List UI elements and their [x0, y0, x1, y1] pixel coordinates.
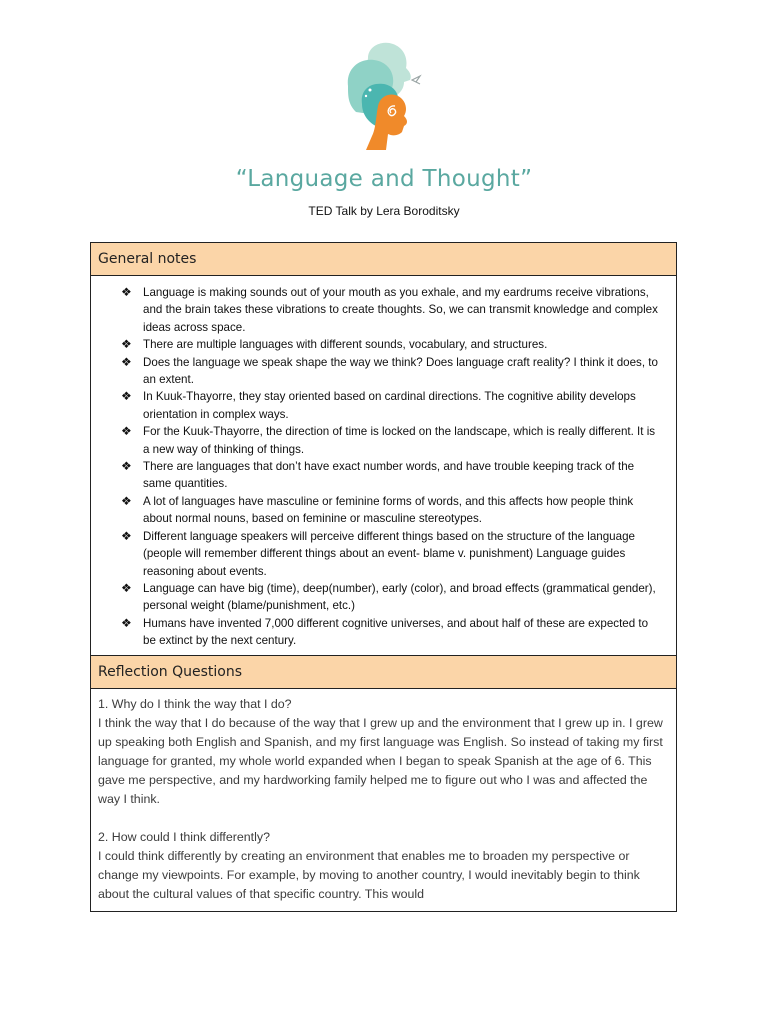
- general-notes-list: [121, 284, 660, 650]
- diamond-bullet-icon: ❖: [121, 615, 132, 630]
- note-text: Language is making sounds out of your mouth as you exhale, and my eardrums receive vibrations, and the brain takes these vibrations to create thoughts. So, we can transmit knowledge and complex ideas across space.: [143, 286, 658, 334]
- note-text: There are multiple languages with different sounds, vocabulary, and structures.: [143, 338, 548, 352]
- general-notes-header: General notes: [91, 243, 676, 276]
- diamond-bullet-icon: ❖: [121, 459, 132, 474]
- reflection-questions-header: Reflection Questions: [91, 656, 676, 689]
- note-item: [121, 580, 660, 615]
- note-item: [121, 354, 660, 389]
- note-text: A lot of languages have masculine or feminine forms of words, and this affects how people think about normal nouns, based on feminine or masculine stereotypes.: [143, 494, 634, 526]
- note-text: Humans have invented 7,000 different cognitive universes, and about half of these are expected to be extinct by the next century.: [143, 616, 649, 648]
- notes-table: [90, 242, 677, 912]
- note-item: [121, 615, 660, 650]
- note-text: Language can have big (time), deep(number), early (color), and broad effects (grammatical gender), personal weight (blame/punishment, etc.): [143, 581, 656, 613]
- general-notes-body: [91, 276, 676, 656]
- diamond-bullet-icon: ❖: [121, 493, 132, 508]
- reflection-body: [91, 689, 676, 911]
- note-item: [121, 528, 660, 580]
- note-text: For the Kuuk-Thayorre, the direction of time is locked on the landscape, which is really different. It is a new way of thinking of things.: [143, 425, 656, 456]
- diamond-bullet-icon: ❖: [121, 580, 132, 595]
- note-text: There are languages that don’t have exact number words, and have trouble keeping track of the same quantities.: [143, 460, 635, 491]
- note-text: Different language speakers will perceive different things based on the structure of the language (people will remember different things about an event- blame v. punishment) Language guides reasoning about events.: [143, 529, 635, 578]
- reflection-answer-2: I could think differently by creating an environment that enables me to broaden my perspective or change my viewpoints. For example, by moving to another country, I would inevitably begin to think about the cultural values of that specific country. This would: [98, 849, 640, 901]
- diamond-bullet-icon: ❖: [121, 285, 132, 299]
- diamond-bullet-icon: ❖: [121, 337, 132, 352]
- diamond-bullet-icon: ❖: [121, 424, 132, 439]
- note-item: [121, 458, 660, 493]
- note-item: [121, 336, 660, 353]
- document-title: “Language and Thought”: [235, 166, 533, 192]
- diamond-bullet-icon: ❖: [121, 354, 132, 369]
- note-item: [121, 284, 660, 336]
- reflection-answer-1: I think the way that I do because of the way that I grew up and the environment that I grew up in. I grew up speaking both English and Spanish, and my first language was English. So instead of taking my first language for granted, my whole world expanded when I began to speak Spanish at the age of 6. This gave me perspective, and my hardworking family helped me to figure out who I was and affected the way I think.: [98, 716, 663, 806]
- diamond-bullet-icon: ❖: [121, 528, 132, 543]
- document-subtitle: TED Talk by Lera Boroditsky: [308, 204, 460, 218]
- heads-silhouette-icon: [338, 40, 430, 152]
- note-item: [121, 423, 660, 458]
- diamond-bullet-icon: ❖: [121, 389, 132, 404]
- reflection-question-2: 2. How could I think differently?: [98, 830, 270, 844]
- note-text: Does the language we speak shape the way we think? Does language craft reality? I think it does, to an extent.: [143, 355, 658, 387]
- note-text: In Kuuk-Thayorre, they stay oriented based on cardinal directions. The cognitive ability develops orientation in complex ways.: [143, 390, 636, 421]
- reflection-question-1: 1. Why do I think the way that I do?: [98, 697, 292, 711]
- note-item: [121, 493, 660, 528]
- note-item: [121, 388, 660, 423]
